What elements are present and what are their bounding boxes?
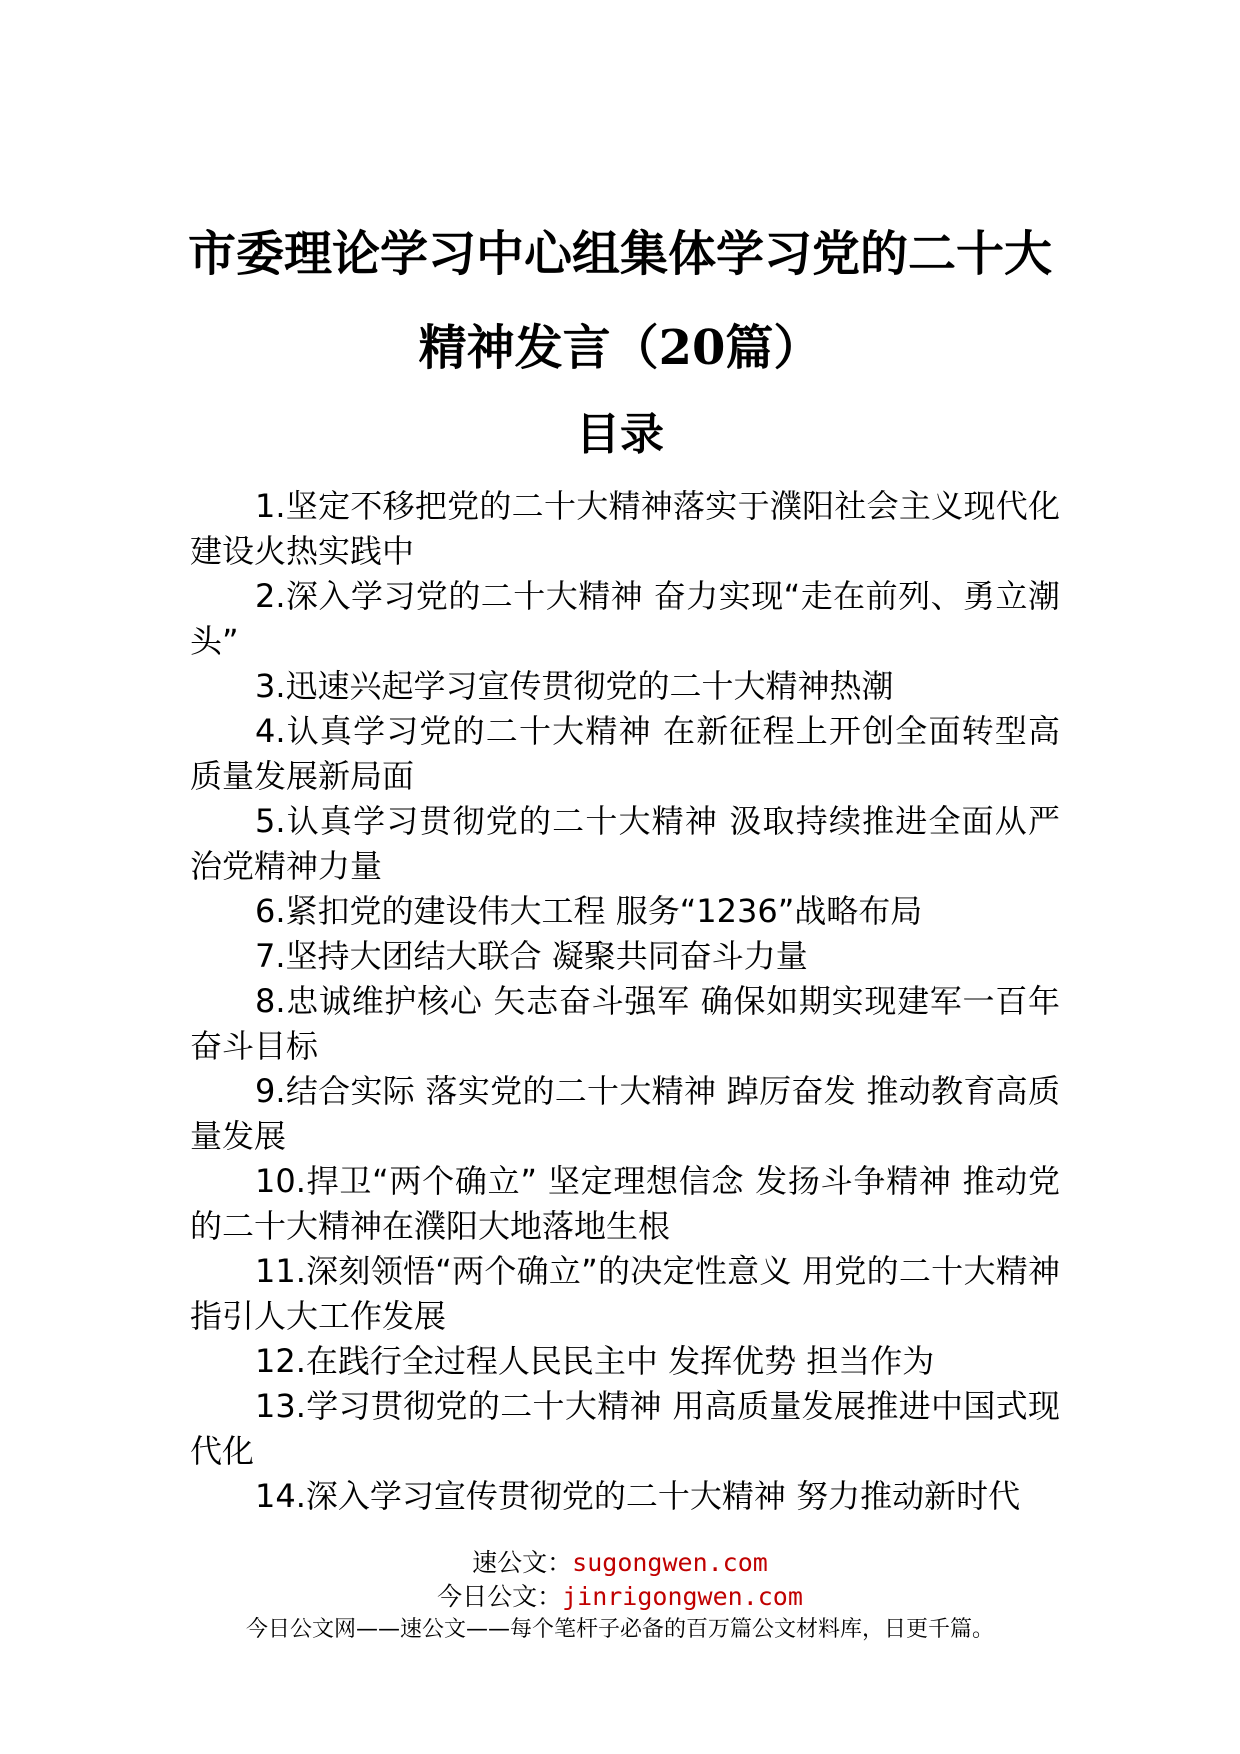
toc-item: 1.坚定不移把党的二十大精神落实于濮阳社会主义现代化建设火热实践中 <box>190 487 1060 570</box>
document-title-line-2: 精神发言（20篇） <box>418 320 822 376</box>
toc-item: 13.学习贯彻党的二十大精神 用高质量发展推进中国式现代化 <box>190 1387 1060 1470</box>
jinrigongwen-link[interactable]: jinrigongwen.com <box>562 1582 803 1611</box>
toc-item: 4.认真学习党的二十大精神 在新征程上开创全面转型高质量发展新局面 <box>190 712 1060 795</box>
toc-item: 7.坚持大团结大联合 凝聚共同奋斗力量 <box>255 937 808 975</box>
document-title-line-1: 市委理论学习中心组集体学习党的二十大 <box>187 226 1052 282</box>
toc-item: 9.结合实际 落实党的二十大精神 踔厉奋发 推动教育高质量发展 <box>190 1072 1060 1155</box>
toc-item: 2.深入学习党的二十大精神 奋力实现“走在前列、勇立潮头” <box>190 577 1060 660</box>
toc-item: 6.紧扣党的建设伟大工程 服务“1236”战略布局 <box>255 892 923 930</box>
toc-item: 11.深刻领悟“两个确立”的决定性意义 用党的二十大精神指引人大工作发展 <box>190 1252 1060 1335</box>
footer-label-jinrigongwen: 今日公文： <box>437 1582 563 1611</box>
footer-label-sugongwen: 速公文： <box>472 1548 573 1577</box>
footer-line-jinrigongwen <box>150 1580 1090 1614</box>
toc-item: 3.迅速兴起学习宣传贯彻党的二十大精神热潮 <box>255 667 894 705</box>
footer <box>150 1546 1090 1646</box>
footer-line-sugongwen <box>150 1546 1090 1580</box>
toc-item: 12.在践行全过程人民民主中 发挥优势 担当作为 <box>255 1342 935 1380</box>
table-of-contents <box>190 484 1060 1519</box>
toc-item: 5.认真学习贯彻党的二十大精神 汲取持续推进全面从严治党精神力量 <box>190 802 1060 885</box>
sugongwen-link[interactable]: sugongwen.com <box>572 1548 768 1577</box>
toc-heading: 目录 <box>576 409 664 460</box>
toc-item: 10.捍卫“两个确立” 坚定理想信念 发扬斗争精神 推动党的二十大精神在濮阳大地落地生根 <box>190 1162 1060 1245</box>
toc-item: 8.忠诚维护核心 矢志奋斗强军 确保如期实现建军一百年奋斗目标 <box>190 982 1060 1065</box>
footer-slogan: 今日公文网——速公文——每个笔杆子必备的百万篇公文材料库，日更千篇。 <box>245 1617 994 1642</box>
toc-item: 14.深入学习宣传贯彻党的二十大精神 努力推动新时代 <box>255 1477 1021 1515</box>
